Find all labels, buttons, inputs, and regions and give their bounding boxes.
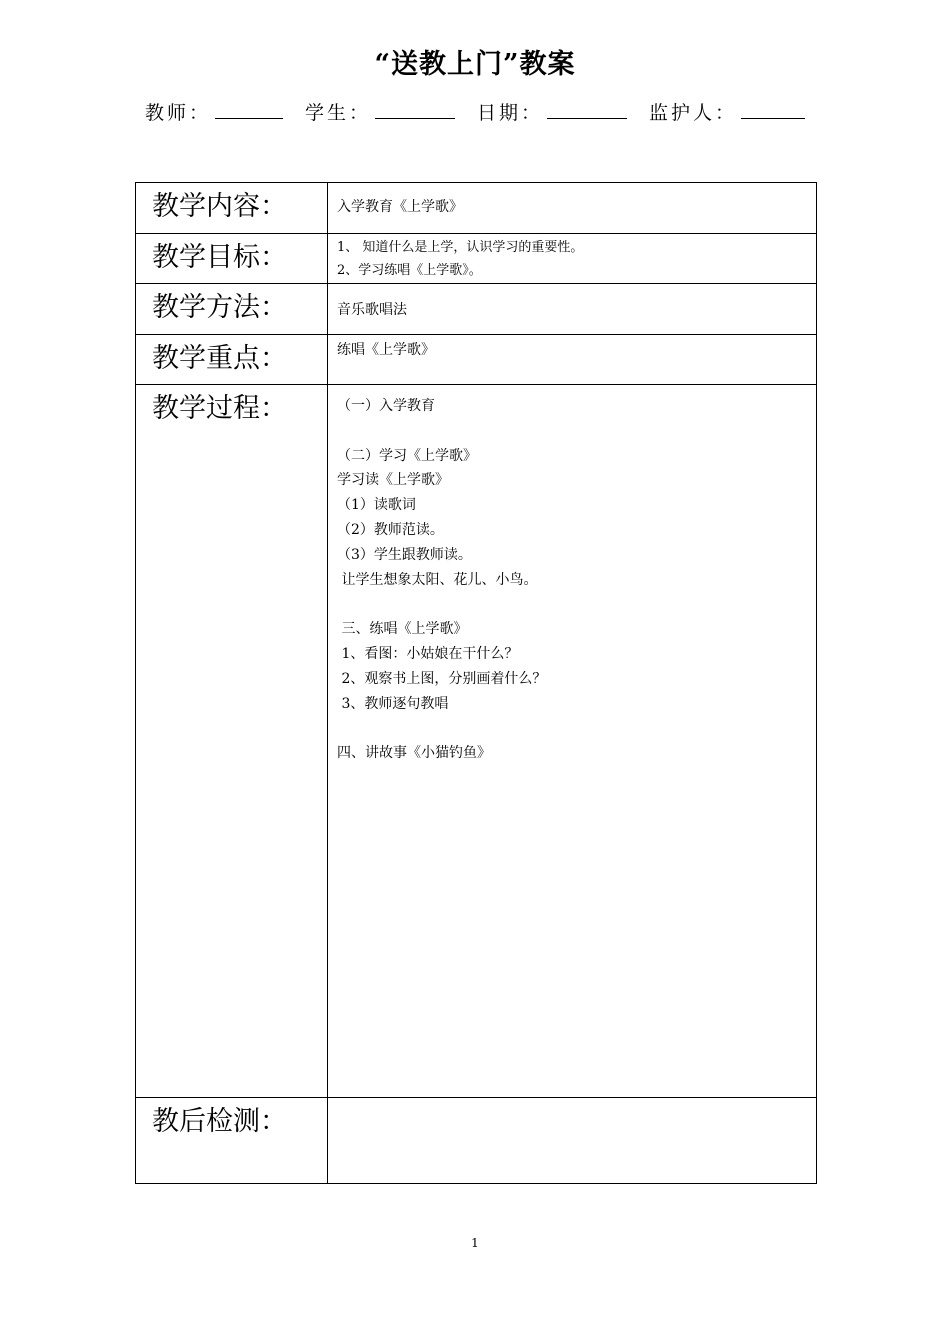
goal-line: 2、学习练唱《上学歌》。 — [337, 263, 482, 278]
process-line: （3）学生跟教师读。 — [337, 546, 472, 563]
row-label: 教学重点： — [136, 335, 328, 385]
row-value: 音乐歌唱法 — [328, 284, 817, 335]
process-line: 四、讲故事《小猫钓鱼》 — [337, 745, 491, 762]
row-value — [328, 234, 817, 284]
date-label: 日期： — [477, 102, 544, 124]
row-goals — [136, 234, 817, 284]
row-value: 练唱《上学歌》 — [328, 335, 817, 385]
guardian-blank — [741, 100, 805, 119]
row-value: 入学教育《上学歌》 — [328, 183, 817, 234]
process-line: （1）读歌词 — [337, 497, 416, 514]
student-blank — [375, 100, 455, 119]
row-review — [136, 1098, 817, 1184]
row-content — [136, 183, 817, 234]
process-line: （一）入学教育 — [337, 398, 435, 414]
row-method — [136, 284, 817, 335]
process-line: 1、看图：小姑娘在干什么？ — [337, 645, 519, 662]
page-number: 1 — [471, 1236, 479, 1250]
lesson-plan-table — [135, 182, 817, 1184]
row-label: 教学方法： — [136, 284, 328, 335]
teacher-blank — [215, 100, 283, 119]
document-title: “送教上门”教案 — [374, 49, 576, 80]
process-line — [337, 592, 816, 617]
date-blank — [547, 100, 627, 119]
goal-line: 1、 知道什么是上学，认识学习的重要性。 — [337, 240, 584, 255]
guardian-label: 监护人： — [649, 102, 738, 124]
row-focus — [136, 335, 817, 385]
student-label: 学生： — [305, 102, 372, 124]
process-line — [337, 716, 816, 741]
row-label: 教学目标： — [136, 234, 328, 284]
process-line: （二）学习《上学歌》 — [337, 447, 477, 464]
process-line: 学习读《上学歌》 — [337, 472, 449, 489]
process-line: （2）教师范读。 — [337, 521, 444, 538]
process-line: 三、练唱《上学歌》 — [337, 621, 468, 638]
row-value — [328, 1098, 817, 1184]
row-process — [136, 385, 817, 1098]
row-label: 教学内容： — [136, 183, 328, 234]
process-line: 3、教师逐句教唱 — [337, 695, 449, 712]
meta-line — [145, 98, 805, 125]
row-label: 教后检测： — [136, 1098, 328, 1184]
process-content — [328, 385, 817, 1098]
process-line: 2、观察书上图，分别画着什么？ — [337, 670, 547, 687]
row-label: 教学过程： — [136, 385, 328, 1098]
teacher-label: 教师： — [145, 102, 212, 124]
process-line — [337, 419, 816, 444]
process-line: 让学生想象太阳、花儿、小鸟。 — [337, 571, 538, 588]
